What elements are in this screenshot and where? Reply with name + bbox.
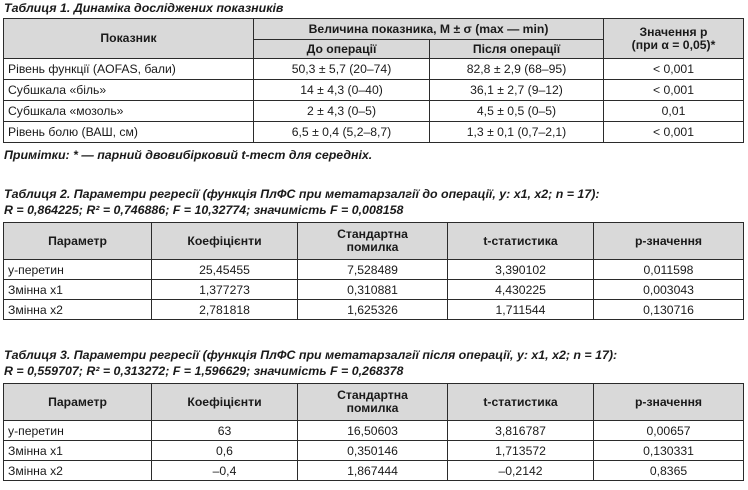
- table3-cell-param: y-перетин: [4, 421, 152, 441]
- table3-cell-coef: –0,4: [152, 461, 298, 481]
- table2-header-se: [298, 223, 448, 260]
- table3-cell-p: 0,130331: [594, 441, 744, 461]
- table-row: [4, 461, 744, 481]
- table3-header-coef: Коефіцієнти: [152, 384, 298, 421]
- table2-cell-param: Змінна x2: [4, 300, 152, 320]
- table2-header-se-line2: помилка: [346, 240, 399, 254]
- table-row: [4, 300, 744, 320]
- table2-header-coef: Коефіцієнти: [152, 223, 298, 260]
- table2-cell-p: 0,003043: [594, 280, 744, 300]
- table1-header-p-line2: (при α = 0,05)*: [631, 37, 716, 52]
- table1-cell-before: 50,3 ± 5,7 (20–74): [254, 59, 430, 80]
- table3-header-param: Параметр: [4, 384, 152, 421]
- table1-cell-after: 82,8 ± 2,9 (68–95): [430, 59, 604, 80]
- table2-header-param: Параметр: [4, 223, 152, 260]
- table3-cell-p: 0,8365: [594, 461, 744, 481]
- table2-cell-param: Змінна x1: [4, 280, 152, 300]
- table3-header-se-line2: помилка: [346, 401, 399, 415]
- table3-cell-coef: 63: [152, 421, 298, 441]
- table1-cell-p: < 0,001: [604, 59, 744, 80]
- table2: [3, 222, 744, 320]
- table2-cell-coef: 2,781818: [152, 300, 298, 320]
- table2-cell-se: 0,310881: [298, 280, 448, 300]
- table1: [3, 18, 744, 143]
- table2-caption-line2: R = 0,864225; R² = 0,746886; F = 10,32774; значимість F = 0,008158: [4, 203, 404, 217]
- table-row: [4, 260, 744, 280]
- table1-cell-after: 36,1 ± 2,7 (9–12): [430, 80, 604, 101]
- table3-caption: [4, 347, 617, 379]
- table1-cell-p: < 0,001: [604, 80, 744, 101]
- table1-notes: Примітки: * — парний двовибірковий t-тест для середніх.: [4, 148, 373, 162]
- table1-cell-before: 14 ± 4,3 (0–40): [254, 80, 430, 101]
- table2-caption: [4, 186, 599, 218]
- table1-cell-name: Рівень функції (AOFAS, бали): [4, 59, 254, 80]
- table2-cell-t: 1,711544: [448, 300, 594, 320]
- table3-cell-param: Змінна x1: [4, 441, 152, 461]
- table3-header-p: p-значення: [594, 384, 744, 421]
- table1-caption: [4, 0, 283, 16]
- table1-header-indicator: Показник: [4, 19, 254, 59]
- table3-header-t: t-статистика: [448, 384, 594, 421]
- table3-cell-t: –0,2142: [448, 461, 594, 481]
- table1-header-after: Після операції: [430, 40, 604, 59]
- table3: [3, 383, 744, 481]
- table3-cell-param: Змінна x2: [4, 461, 152, 481]
- table1-header-before: До операції: [254, 40, 430, 59]
- table1-cell-name: Субшкала «мозоль»: [4, 101, 254, 122]
- table3-cell-se: 16,50603: [298, 421, 448, 441]
- table1-header-value-group: Величина показника, M ± σ (max — min): [254, 19, 604, 40]
- table-row: [4, 80, 744, 101]
- table-row: [4, 59, 744, 80]
- table2-cell-coef: 1,377273: [152, 280, 298, 300]
- table1-cell-before: 6,5 ± 0,4 (5,2–8,7): [254, 122, 430, 143]
- table1-caption-text: Таблиця 1. Динаміка досліджених показників: [4, 1, 284, 15]
- table-row: [4, 280, 744, 300]
- table3-header-se-line1: Стандартна: [337, 388, 408, 402]
- table2-cell-se: 7,528489: [298, 260, 448, 280]
- table-row: [4, 122, 744, 143]
- table2-cell-t: 3,390102: [448, 260, 594, 280]
- table3-cell-t: 3,816787: [448, 421, 594, 441]
- table3-cell-se: 1,867444: [298, 461, 448, 481]
- table2-cell-p: 0,130716: [594, 300, 744, 320]
- table3-cell-coef: 0,6: [152, 441, 298, 461]
- table1-cell-name: Рівень болю (ВАШ, см): [4, 122, 254, 143]
- table-row: [4, 421, 744, 441]
- table1-cell-after: 1,3 ± 0,1 (0,7–2,1): [430, 122, 604, 143]
- table3-cell-se: 0,350146: [298, 441, 448, 461]
- table-row: [4, 441, 744, 461]
- table2-header-se-line1: Стандартна: [337, 227, 408, 241]
- table1-cell-before: 2 ± 4,3 (0–5): [254, 101, 430, 122]
- table2-cell-se: 1,625326: [298, 300, 448, 320]
- table2-cell-t: 4,430225: [448, 280, 594, 300]
- table2-header-p: p-значення: [594, 223, 744, 260]
- table2-cell-p: 0,011598: [594, 260, 744, 280]
- table1-cell-p: < 0,001: [604, 122, 744, 143]
- table2-caption-line1: Таблиця 2. Параметри регресії (функція ПлФС при метатарзалгії до операції, y: x1, x2; n = 17):: [4, 187, 600, 201]
- table2-header-t: t-статистика: [448, 223, 594, 260]
- table1-header-p: [604, 19, 744, 59]
- table1-cell-after: 4,5 ± 0,5 (0–5): [430, 101, 604, 122]
- table3-header-se: [298, 384, 448, 421]
- table3-caption-line2: R = 0,559707; R² = 0,313272; F = 1,596629; значимість F = 0,268378: [4, 364, 404, 378]
- table2-cell-param: y-перетин: [4, 260, 152, 280]
- table1-cell-p: 0,01: [604, 101, 744, 122]
- table1-cell-name: Субшкала «біль»: [4, 80, 254, 101]
- table3-cell-p: 0,00657: [594, 421, 744, 441]
- table3-cell-t: 1,713572: [448, 441, 594, 461]
- table-row: [4, 101, 744, 122]
- table3-caption-line1: Таблиця 3. Параметри регресії (функція ПлФС при метатарзалгії після операції, y: x1, x2; n = 17):: [4, 348, 618, 362]
- table1-header-p-line1: Значення p: [639, 24, 708, 39]
- table2-cell-coef: 25,45455: [152, 260, 298, 280]
